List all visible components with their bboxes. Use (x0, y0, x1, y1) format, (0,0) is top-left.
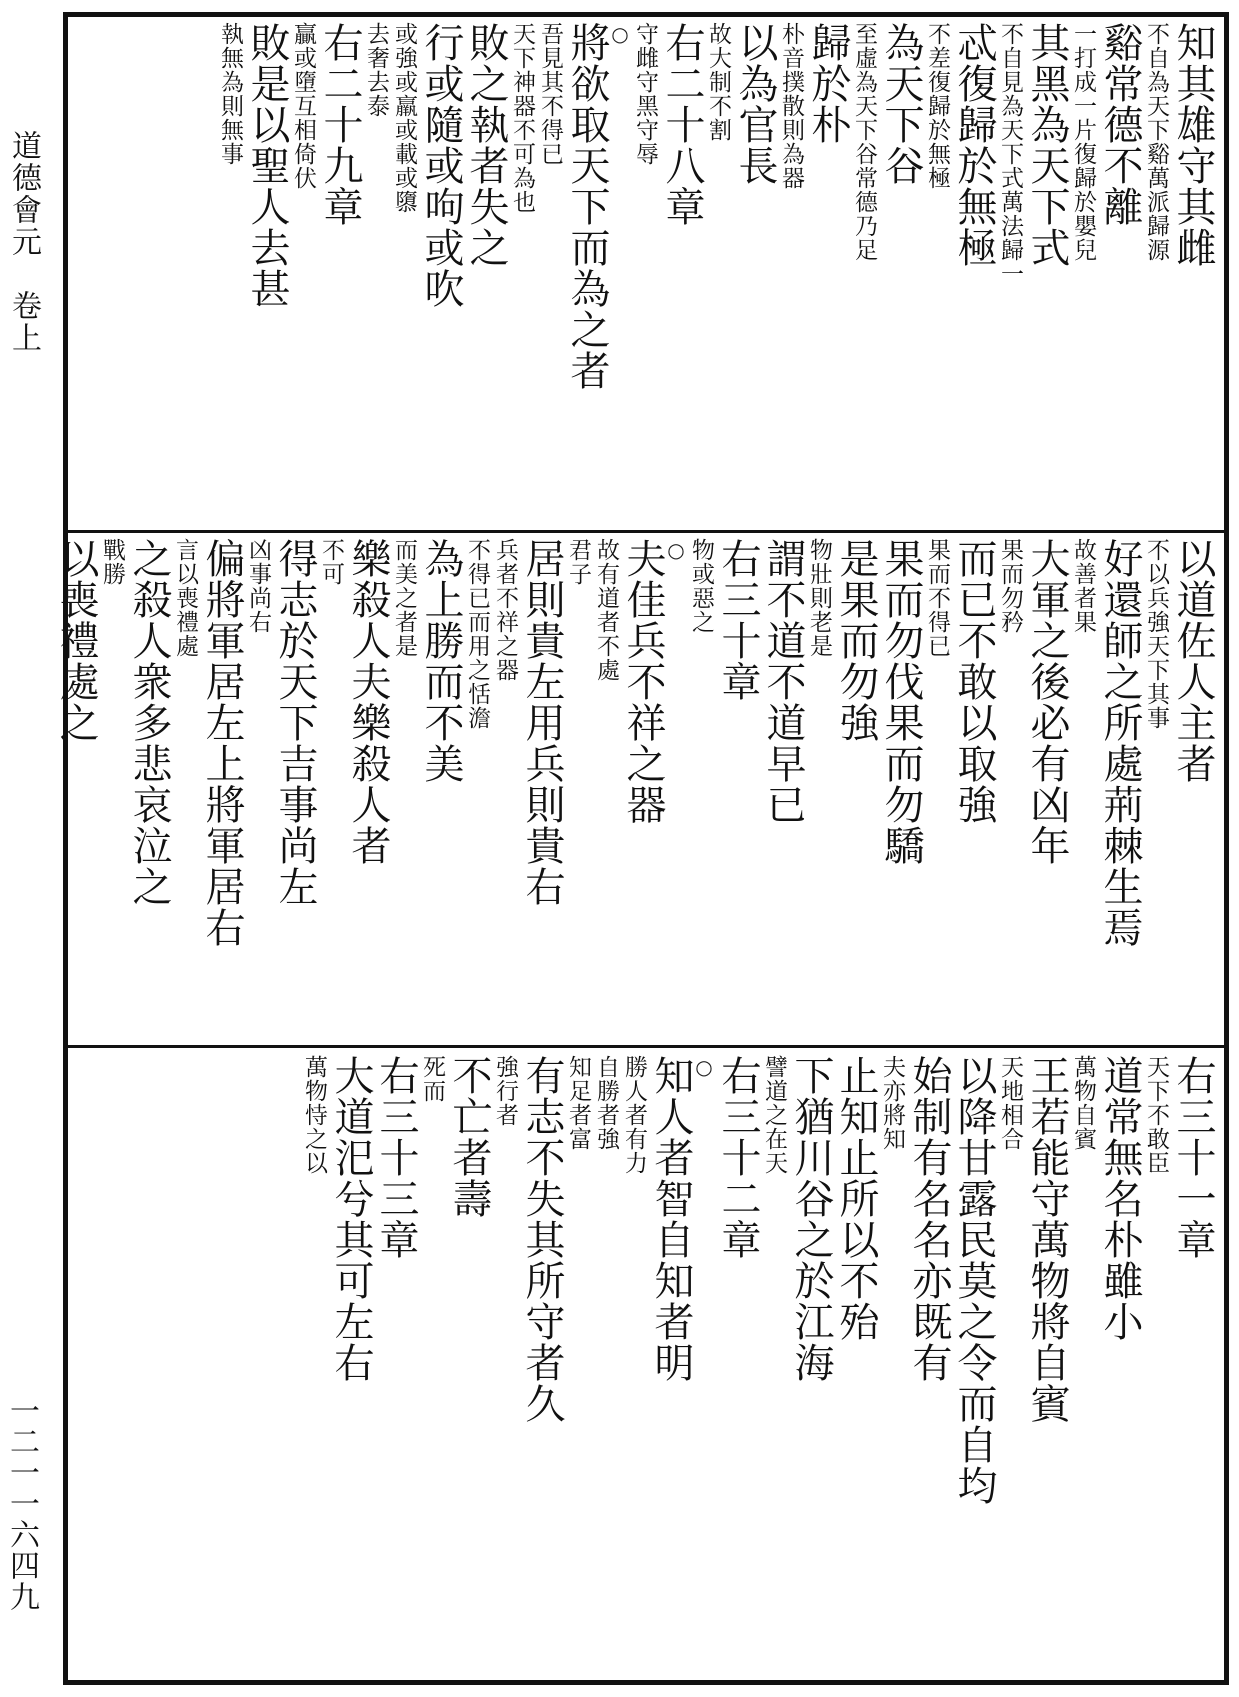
commentary-column: 萬物恃之以 (301, 1055, 327, 1175)
text-column: 不亡者壽 (446, 1055, 492, 1219)
commentary-column: 凶事尚右 (245, 538, 271, 634)
commentary-column: 天地相合 (997, 1055, 1023, 1151)
text-column: 好還師之所處荊棘生焉 (1097, 538, 1143, 948)
text-column: 以為官長 (732, 22, 778, 186)
commentary-column: 君子 (565, 538, 591, 586)
text-column: 始制有名名亦既有 (906, 1055, 952, 1383)
text-column: 是果而勿強 (833, 538, 879, 743)
chapter-heading: 右三十章 (715, 538, 761, 702)
chapter-heading: 右二十八章 (659, 22, 705, 227)
margin-book-title: 道德會元 卷上 (6, 130, 41, 354)
text-column: 大軍之後必有凶年 (1024, 538, 1070, 866)
section-marker: ○ (664, 538, 688, 563)
text-column: 夫佳兵不祥之器 (620, 538, 666, 825)
text-column: 為上勝而不美 (418, 538, 464, 784)
commentary-column: 勝人者有力 (621, 1055, 647, 1175)
commentary-column: 物壯則老是 (806, 538, 832, 658)
text-column: 謂不道不道早已 (760, 538, 806, 825)
commentary-column: 自勝者強 (593, 1055, 619, 1151)
commentary-column: 去奢去泰 (363, 22, 389, 118)
commentary-column: 死而 (419, 1055, 445, 1103)
text-column: 忒復歸於無極 (951, 22, 997, 268)
commentary-column: 譬道之在天 (761, 1055, 787, 1175)
text-column: 行或隨或呴或吹 (418, 22, 464, 309)
text-column: 果而勿伐果而勿驕 (878, 538, 924, 866)
text-column: 為天下谷 (878, 22, 924, 186)
text-column: 敗是以聖人去甚 (244, 22, 290, 309)
commentary-column: 吾見其不得已 (537, 22, 563, 166)
commentary-column: 至虛為天下谷常德乃足 (851, 22, 877, 262)
commentary-column: 萬物自賓 (1070, 1055, 1096, 1151)
commentary-column: 故善者果 (1070, 538, 1096, 634)
text-column: 偏將軍居左上將軍居右 (199, 538, 245, 948)
commentary-column: 或強或羸或載或隳 (391, 22, 417, 214)
commentary-column: 不得已而用之恬澹 (464, 538, 490, 730)
commentary-column: 不自見為天下式萬法歸一 (997, 22, 1023, 286)
commentary-column: 強行者 (492, 1055, 518, 1127)
commentary-column: 故有道者不處 (593, 538, 619, 682)
chapter-heading: 右三十三章 (373, 1055, 419, 1260)
commentary-column: 天下神器不可為也 (509, 22, 535, 214)
register-bottom (80, 1055, 1215, 1675)
text-column: 王若能守萬物將自賓 (1024, 1055, 1070, 1424)
text-column: 以喪禮處之 (53, 538, 99, 743)
text-column: 有志不失其所守者久 (519, 1055, 565, 1424)
commentary-column: 夫亦將知 (879, 1055, 905, 1151)
text-column: 樂殺人夫樂殺人者 (345, 538, 391, 866)
commentary-column: 不差復歸於無極 (924, 22, 950, 190)
text-column: 下猶川谷之於江海 (788, 1055, 834, 1383)
commentary-column: 果而勿矜 (997, 538, 1023, 634)
text-column: 止知止所以不殆 (833, 1055, 879, 1342)
chapter-heading: 右三十二章 (715, 1055, 761, 1260)
section-marker: ○ (608, 22, 632, 47)
commentary-column: 不自為天下谿萬派歸源 (1143, 22, 1169, 262)
commentary-column: 一打成一片復歸於嬰兒 (1070, 22, 1096, 262)
commentary-column: 故大制不割 (705, 22, 731, 142)
text-column: 得志於天下吉事尚左 (272, 538, 318, 907)
text-column: 之殺人衆多悲哀泣之 (126, 538, 172, 907)
register-middle (53, 538, 1216, 1038)
commentary-column: 果而不得已 (924, 538, 950, 658)
commentary-column: 朴音撲散則為器 (778, 22, 804, 190)
register-divider-1 (63, 530, 1229, 533)
text-column: 谿常德不離 (1097, 22, 1143, 227)
text-column: 居則貴左用兵則貴右 (519, 538, 565, 907)
commentary-column: 守雌守黑守辱 (632, 22, 658, 166)
register-top (80, 22, 1215, 522)
commentary-column: 不以兵強天下其事 (1143, 538, 1169, 730)
section-marker: ○ (692, 1055, 716, 1080)
text-column: 道常無名朴雖小 (1097, 1055, 1143, 1342)
commentary-column: 戰勝 (99, 538, 125, 586)
chapter-heading: 右二十九章 (317, 22, 363, 227)
text-column: 其黑為天下式 (1024, 22, 1070, 268)
commentary-column: 不可 (318, 538, 344, 586)
text-column: 歸於朴 (805, 22, 851, 145)
text-column: 將欲取天下而為之者 (564, 22, 610, 391)
commentary-column: 天下不敢臣 (1143, 1055, 1169, 1175)
commentary-column: 而美之者是 (391, 538, 417, 658)
commentary-column: 物或惡之 (688, 538, 714, 634)
commentary-column: 贏或墮互相倚伏 (290, 22, 316, 190)
text-column: 而已不敢以取強 (951, 538, 997, 825)
commentary-column: 知足者富 (565, 1055, 591, 1151)
text-column: 知其雄守其雌 (1170, 22, 1216, 268)
text-column: 以降甘露民莫之令而自均 (951, 1055, 997, 1506)
register-divider-2 (63, 1045, 1229, 1048)
text-column: 敗之執者失之 (463, 22, 509, 268)
chapter-heading: 右三十一章 (1170, 1055, 1216, 1260)
margin-page-number: 一二一一六四九 (4, 1395, 39, 1612)
text-column: 以道佐人主者 (1170, 538, 1216, 784)
text-column: 知人者智自知者明 (648, 1055, 694, 1383)
text-column: 大道汜兮其可左右 (328, 1055, 374, 1383)
commentary-column: 兵者不祥之器 (492, 538, 518, 682)
commentary-column: 執無為則無事 (217, 22, 243, 166)
commentary-column: 言以喪禮處 (172, 538, 198, 658)
